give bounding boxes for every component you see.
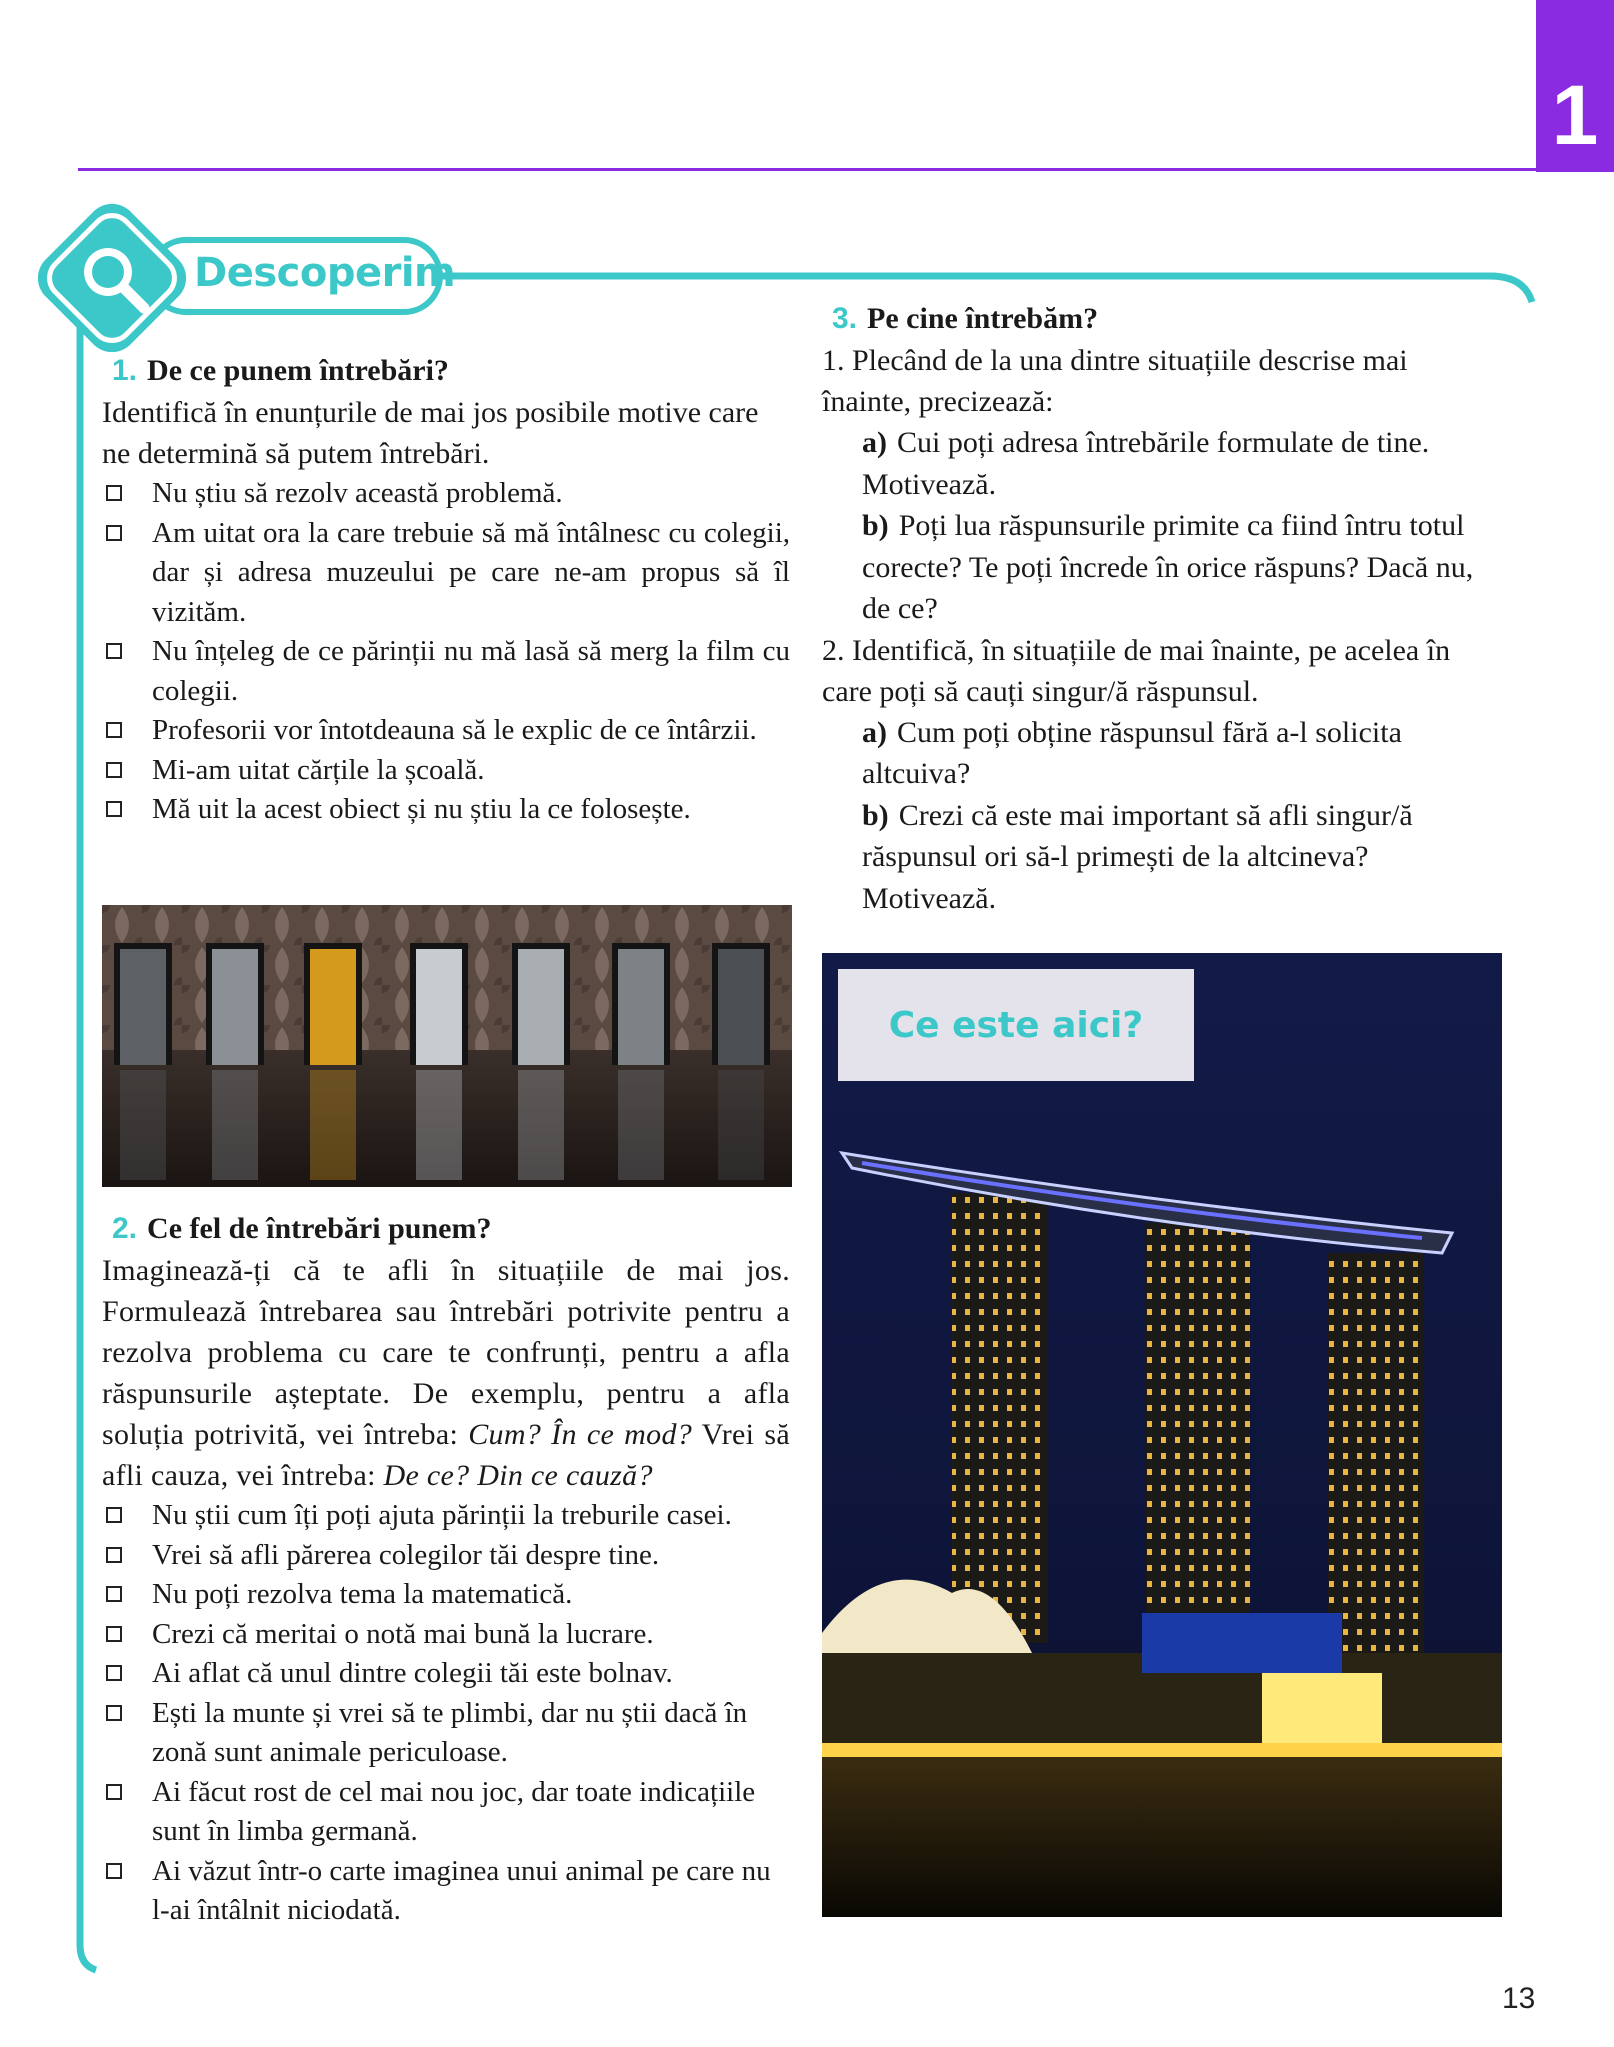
question-2-intro: Imaginează-ți că te afli în situațiile de mai jos. Formulează întrebarea sau întrebări potrivite pentru a rezolva problema cu care te confrunți, pentru a afla răspunsurile așteptate. De exemplu, pentru a afla soluția potrivită, vei întreba: Cum? În ce mod? Vrei să afli cauza, vei întreba: De ce? Din ce cauză? (102, 1254, 790, 1492)
list-item: Nu știi cum îți poți ajuta părinții la treburile casei. (102, 1496, 790, 1536)
checkbox[interactable] (106, 525, 122, 541)
image-caption: Ce este aici? (838, 969, 1194, 1081)
list-item: Mă uit la acest obiect și nu știu la ce folosește. (102, 790, 790, 830)
question-1-number: 1. (112, 354, 138, 387)
question-3-part-1b: b) Poți lua răspunsurile primite ca fiind întru totul corecte? Te poți încrede în orice răspuns? Dacă nu, de ce? (862, 509, 1474, 625)
checkbox[interactable] (106, 643, 122, 659)
section-title: Descoperim (194, 250, 456, 296)
question-2 (102, 1208, 790, 1931)
question-3-part-2: 2. Identifică, în situațiile de mai înainte, pe acelea în care poți să cauți singur/ă răspunsul. (822, 633, 1451, 708)
header-rule (78, 168, 1538, 171)
chapter-tab (1536, 0, 1614, 172)
question-3-heading (822, 298, 1502, 340)
doors-photo (102, 905, 792, 1187)
list-item: Profesorii vor întotdeauna să le explic de ce întârzii. (102, 711, 790, 751)
chapter-number: 1 (1551, 68, 1599, 162)
question-1-intro: Identifică în enunțurile de mai jos posibile motive care ne determină să putem întrebări. (102, 396, 759, 470)
question-2-list (102, 1496, 790, 1931)
question-1 (102, 350, 790, 830)
list-item: Ești la munte și vrei să te plimbi, dar nu știi dacă în zonă sunt animale periculoase. (102, 1694, 790, 1773)
question-3-part-2a: a) Cum poți obține răspunsul fără a-l solicita altcuiva? (862, 715, 1402, 790)
list-item: Ai făcut rost de cel mai nou joc, dar toate indicațiile sunt în limba germană. (102, 1773, 790, 1852)
list-item: Mi-am uitat cărțile la școală. (102, 751, 790, 791)
question-1-list (102, 474, 790, 830)
list-item: Am uitat ora la care trebuie să mă întâlnesc cu colegii, dar și adresa muzeului pe care ne-am propus să îl vizităm. (102, 514, 790, 633)
checkbox[interactable] (106, 1547, 122, 1563)
checkbox[interactable] (106, 1784, 122, 1800)
list-item: Nu știu să rezolv această problemă. (102, 474, 790, 514)
checkbox[interactable] (106, 1586, 122, 1602)
list-item: Ai văzut într-o carte imaginea unui animal pe care nu l-ai întâlnit niciodată. (102, 1852, 790, 1931)
city-night-photo (822, 953, 1502, 1917)
question-2-number: 2. (112, 1212, 138, 1245)
question-2-heading (102, 1208, 790, 1250)
list-item: Crezi că meritai o notă mai bună la lucrare. (102, 1615, 790, 1655)
list-item: Nu înțeleg de ce părinții nu mă lasă să merg la film cu colegii. (102, 632, 790, 711)
checkbox[interactable] (106, 1705, 122, 1721)
question-2-title: Ce fel de întrebări punem? (147, 1212, 492, 1245)
list-item: Ai aflat că unul dintre colegii tăi este bolnav. (102, 1654, 790, 1694)
question-3-part-1: 1. Plecând de la una dintre situațiile descrise mai înainte, precizează: (822, 344, 1408, 418)
question-3 (822, 298, 1502, 919)
checkbox[interactable] (106, 1665, 122, 1681)
checkbox[interactable] (106, 801, 122, 817)
checkbox[interactable] (106, 1863, 122, 1879)
checkbox[interactable] (106, 722, 122, 738)
list-item: Vrei să afli părerea colegilor tăi despre tine. (102, 1536, 790, 1576)
list-item: Nu poți rezolva tema la matematică. (102, 1575, 790, 1615)
checkbox[interactable] (106, 485, 122, 501)
question-3-title: Pe cine întrebăm? (867, 302, 1099, 335)
question-1-heading (102, 350, 790, 392)
checkbox[interactable] (106, 1507, 122, 1523)
question-3-number: 3. (832, 302, 858, 335)
page-number: 13 (1502, 1982, 1536, 2015)
checkbox[interactable] (106, 762, 122, 778)
question-3-part-2b: b) Crezi că este mai important să afli singur/ă răspunsul ori să-l primești de la altcineva? Motivează. (862, 798, 1413, 915)
checkbox[interactable] (106, 1626, 122, 1642)
question-1-title: De ce punem întrebări? (147, 354, 449, 387)
question-3-part-1a: a) Cui poți adresa întrebările formulate de tine. Motivează. (862, 426, 1430, 501)
